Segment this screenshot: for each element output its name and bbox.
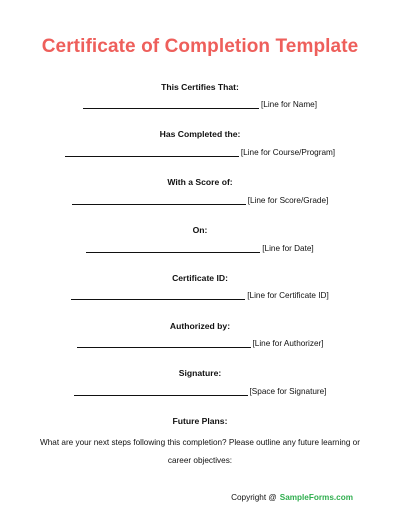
name-blank-line[interactable] — [83, 100, 259, 109]
document-title: Certificate of Completion Template — [41, 36, 359, 57]
heading-future-plans: Future Plans: — [172, 416, 228, 426]
authorizer-line-row — [0, 339, 400, 348]
name-line-label: [Line for Name] — [261, 100, 317, 109]
heading-certifies: This Certifies That: — [161, 82, 239, 92]
copyright-text: Copyright @ — [231, 493, 277, 502]
course-line-row — [0, 148, 400, 157]
score-blank-line[interactable] — [72, 196, 246, 205]
certificate-id-blank-line[interactable] — [71, 291, 245, 300]
heading-score: With a Score of: — [167, 177, 233, 187]
date-line-label: [Line for Date] — [262, 244, 314, 253]
authorizer-blank-line[interactable] — [77, 339, 251, 348]
future-plans-text: What are your next steps following this completion? Please outline any future learning or career objectives: — [40, 438, 360, 465]
date-blank-line[interactable] — [86, 244, 260, 253]
footer-copyright — [231, 493, 353, 502]
heading-completed: Has Completed the: — [159, 129, 241, 139]
date-line-row — [0, 244, 400, 253]
signature-line-row — [0, 387, 400, 396]
heading-authorized: Authorized by: — [169, 321, 231, 331]
signature-blank-line[interactable] — [74, 387, 248, 396]
heading-on: On: — [192, 225, 208, 235]
course-blank-line[interactable] — [65, 148, 239, 157]
score-line-row — [0, 196, 400, 205]
name-line-row — [0, 100, 400, 109]
heading-signature: Signature: — [178, 368, 222, 378]
course-line-label: [Line for Course/Program] — [240, 148, 336, 157]
authorizer-line-label: [Line for Authorizer] — [252, 339, 324, 348]
signature-line-label: [Space for Signature] — [249, 387, 327, 396]
certificate-id-line-row — [0, 291, 400, 300]
brand-link[interactable]: SampleForms.com — [279, 493, 353, 502]
certificate-id-line-label: [Line for Certificate ID] — [247, 291, 329, 300]
heading-certificate-id: Certificate ID: — [172, 273, 228, 283]
score-line-label: [Line for Score/Grade] — [247, 196, 329, 205]
